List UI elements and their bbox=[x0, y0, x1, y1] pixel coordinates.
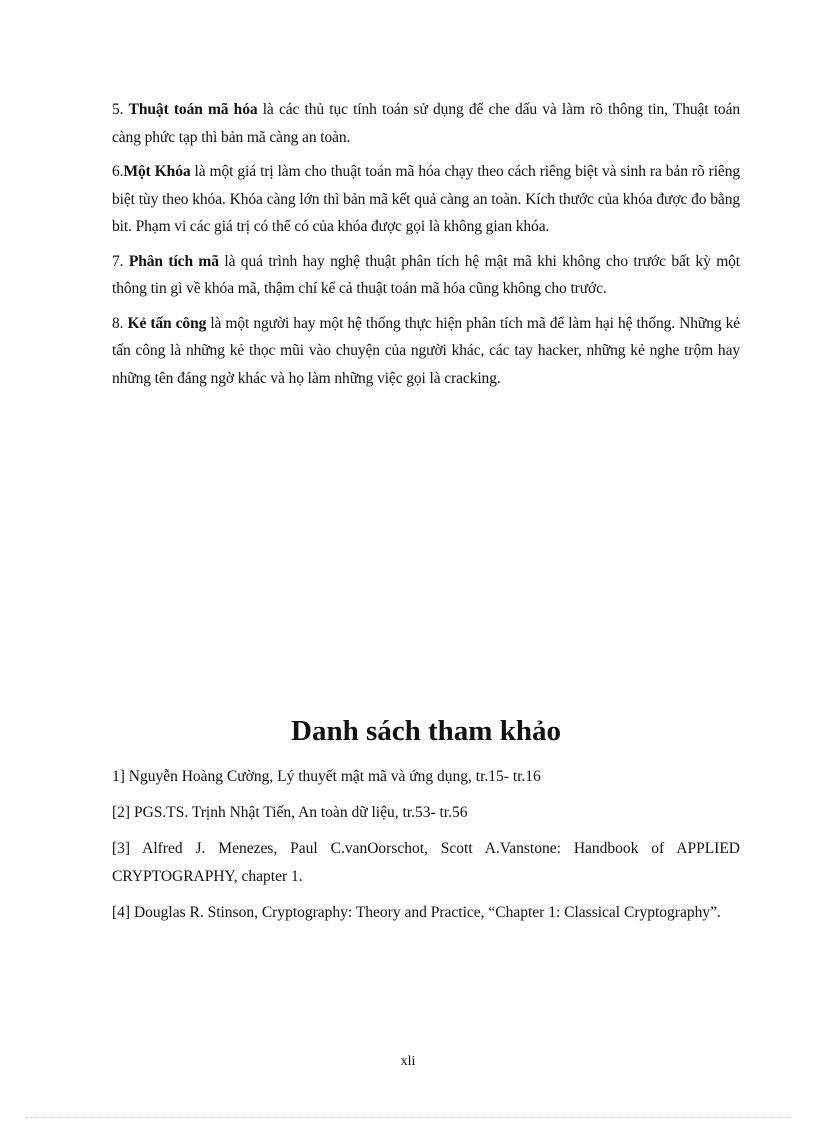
reference-item: [3] Alfred J. Menezes, Paul C.vanOorschot, Scott A.Vanstone: Handbook of APPLIED CRYPTOGRAPHY, chapter 1. bbox=[112, 840, 740, 885]
definition-paragraph bbox=[112, 248, 740, 303]
reference-item: 1] Nguyễn Hoàng Cường, Lý thuyết mật mã và ứng dụng, tr.15- tr.16 bbox=[112, 768, 541, 785]
definition-text: là một người hay một hệ thống thực hiện phân tích mã để làm hại hệ thống. Những kẻ tấn công là những kẻ thọc mũi vào chuyện của người khác, các tay hacker, những kẻ nghe trộm hay những tên đáng ngờ khác và họ làm những việc gọi là cracking. bbox=[112, 314, 741, 387]
definition-number: 7. bbox=[112, 252, 129, 270]
definition-text: là các thủ tục tính toán sử dụng để che dấu và làm rõ thông tin, Thuật toán càng phức tạp thì bản mã càng an toàn. bbox=[112, 101, 740, 146]
definition-number: 8. bbox=[112, 314, 128, 332]
page-bottom-divider bbox=[26, 1117, 790, 1118]
definitions-section bbox=[112, 96, 740, 399]
reference-item: [2] PGS.TS. Trịnh Nhật Tiến, An toàn dữ liệu, tr.53- tr.56 bbox=[112, 804, 468, 821]
definition-number: 5. bbox=[112, 101, 129, 118]
references-heading: Danh sách tham khảo bbox=[291, 715, 561, 747]
definition-term: Kẻ tấn công bbox=[127, 314, 207, 332]
definition-paragraph bbox=[112, 96, 740, 151]
definition-term: Thuật toán mã hóa bbox=[128, 101, 258, 118]
definition-number: 6. bbox=[112, 163, 124, 180]
definition-paragraph bbox=[112, 158, 740, 241]
page-number: xli bbox=[400, 1054, 416, 1069]
definition-term: Một Khóa bbox=[123, 163, 191, 180]
definition-paragraph bbox=[112, 310, 740, 393]
definition-text: là quá trình hay nghệ thuật phân tích hệ mật mã khi không cho trước bất kỳ một thông tin gì về khóa mã, thậm chí kể cả thuật toán mã hóa cũng không cho trước. bbox=[112, 252, 741, 297]
references-list bbox=[112, 763, 740, 935]
reference-item: [4] Douglas R. Stinson, Cryptography: Theory and Practice, “Chapter 1: Classical Cryptography”. bbox=[112, 904, 721, 921]
definition-term: Phân tích mã bbox=[128, 252, 219, 270]
definition-text: là một giá trị làm cho thuật toán mã hóa chạy theo cách riêng biệt và sinh ra bản rõ riêng biệt tùy theo khóa. Khóa càng lớn thì bản mã kết quả càng an toàn. Kích thước của khóa được đo bằng bit. Phạm vi các giá trị có thể có của khóa được gọi là không gian khóa. bbox=[112, 163, 740, 235]
